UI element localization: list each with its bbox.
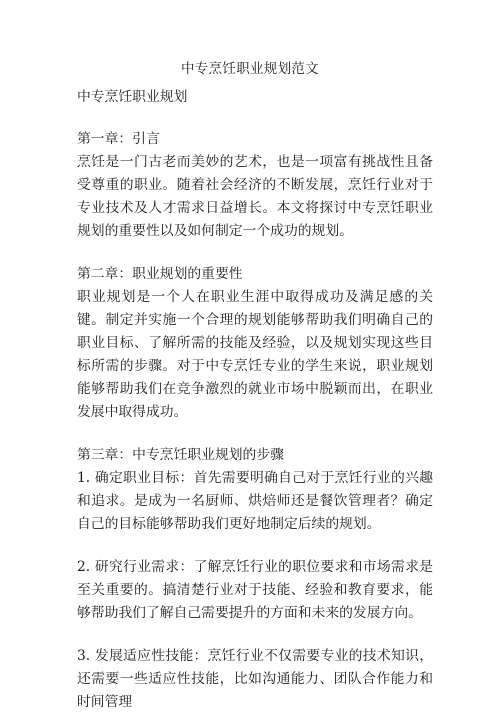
step-paragraph: 2. 研究行业需求：了解烹饪行业的职位要求和市场需求是至关重要的。搞清楚行业对于技能、经验和教育要求，能够帮助我们了解自己需要提升的方面和未来的发展方向。: [77, 559, 433, 621]
section-paragraph: 烹饪是一门古老而美妙的艺术，也是一项富有挑战性且备受尊重的职业。随着社会经济的不断发展，烹饪行业对于专业技术及人才需求日益增长。本文将探讨中专烹饪职业规划的重要性以及如何制定一个成功的规划。: [77, 154, 433, 239]
section-steps: [77, 444, 433, 714]
section-heading: 第三章：中专烹饪职业规划的步骤: [77, 447, 284, 463]
section-importance: [77, 263, 433, 424]
document-title: 中专烹饪职业规划范文: [181, 61, 319, 77]
section-heading: 第二章：职业规划的重要性: [77, 266, 243, 282]
document-subtitle: 中专烹饪职业规划: [77, 89, 188, 105]
step-paragraph: 3. 发展适应性技能：烹饪行业不仅需要专业的技术知识，还需要一些适应性技能，比如沟通能力、团队合作能力和时间管理: [77, 648, 433, 710]
document-body: [77, 86, 433, 714]
section-introduction: [77, 128, 433, 243]
section-heading: 第一章：引言: [77, 131, 160, 147]
step-paragraph: 1. 确定职业目标：首先需要明确自己对于烹饪行业的兴趣和追求。是成为一名厨师、烘焙师还是餐饮管理者？确定自己的目标能够帮助我们更好地制定后续的规划。: [77, 470, 433, 532]
section-paragraph: 职业规划是一个人在职业生涯中取得成功及满足感的关键。制定并实施一个合理的规划能够帮助我们明确自己的职业目标、了解所需的技能及经验，以及规划实现这些目标所需的步骤。对于中专烹饪专业的学生来说，职业规划能够帮助我们在竞争激烈的就业市场中脱颖而出，在职业发展中取得成功。: [77, 289, 433, 420]
